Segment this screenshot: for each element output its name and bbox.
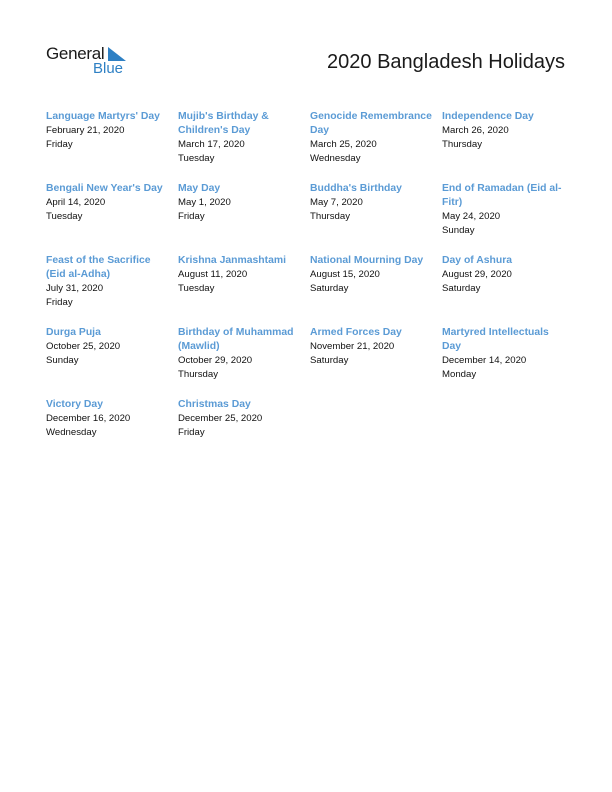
holiday-weekday: Tuesday [178,153,215,164]
holiday-item [46,326,178,390]
holiday-date: August 11, 2020 [178,269,248,280]
logo-blue-text: Blue [93,60,124,77]
holiday-date: May 1, 2020 [178,197,231,208]
holiday-item [310,110,442,174]
holiday-name: Durga Puja [46,327,101,338]
holiday-date: August 15, 2020 [310,269,380,280]
holiday-item [310,254,442,318]
holiday-name: End of Ramadan (Eid al-Fitr) [442,183,562,208]
holiday-weekday: Thursday [310,211,350,222]
holiday-date: October 29, 2020 [178,355,253,366]
holiday-weekday: Tuesday [178,283,215,294]
page-title: 2020 Bangladesh Holidays [327,51,565,73]
holiday-weekday: Saturday [442,283,481,294]
holiday-date: May 7, 2020 [310,197,363,208]
holiday-weekday: Friday [178,427,205,438]
holiday-name: May Day [178,183,221,194]
logo [46,44,136,78]
holiday-weekday: Thursday [178,369,218,380]
holiday-weekday: Tuesday [46,211,83,222]
holiday-date: February 21, 2020 [46,125,125,136]
holiday-weekday: Saturday [310,283,349,294]
holiday-date: December 16, 2020 [46,413,131,424]
holiday-date: March 17, 2020 [178,139,245,150]
holiday-date: April 14, 2020 [46,197,106,208]
holiday-item [442,254,574,318]
holiday-date: October 25, 2020 [46,341,121,352]
holiday-name: Christmas Day [178,399,251,410]
holiday-date: December 14, 2020 [442,355,527,366]
logo-flag-icon [108,47,126,61]
holiday-name: Martyred Intellectuals Day [442,327,549,352]
holiday-weekday: Sunday [442,225,475,236]
holiday-date: March 25, 2020 [310,139,377,150]
holiday-item [442,110,574,174]
holiday-weekday: Thursday [442,139,482,150]
holiday-date: March 26, 2020 [442,125,509,136]
holiday-name: Buddha's Birthday [310,183,402,194]
holiday-name: Genocide Remembrance Day [310,111,432,136]
holiday-item [442,326,574,390]
holiday-name: Bengali New Year's Day [46,183,163,194]
holiday-weekday: Friday [46,297,73,308]
holiday-name: National Mourning Day [310,255,424,266]
holiday-grid [46,110,576,462]
holiday-item [310,182,442,246]
holiday-name: Feast of the Sacrifice (Eid al-Adha) [46,255,151,280]
holiday-date: August 29, 2020 [442,269,512,280]
holiday-date: November 21, 2020 [310,341,395,352]
holiday-date: May 24, 2020 [442,211,501,222]
holiday-name: Day of Ashura [442,255,513,266]
holiday-weekday: Saturday [310,355,349,366]
holiday-item [178,110,310,174]
holiday-weekday: Sunday [46,355,79,366]
holiday-item [46,182,178,246]
holiday-item [178,398,310,462]
holiday-item [178,326,310,390]
holiday-weekday: Monday [442,369,477,380]
holiday-weekday: Wednesday [46,427,97,438]
holiday-weekday: Friday [178,211,205,222]
holiday-date: December 25, 2020 [178,413,263,424]
holiday-item [46,254,178,318]
holiday-item [178,254,310,318]
holiday-item [442,182,574,246]
holiday-name: Victory Day [46,399,103,410]
holiday-item [46,398,178,462]
holiday-date: July 31, 2020 [46,283,104,294]
holiday-name: Birthday of Muhammad (Mawlid) [178,327,294,352]
holiday-name: Language Martyrs' Day [46,111,160,122]
holiday-item [310,326,442,390]
holiday-name: Mujib's Birthday & Children's Day [178,111,269,136]
holiday-name: Armed Forces Day [310,327,402,338]
holiday-weekday: Wednesday [310,153,361,164]
holiday-weekday: Friday [46,139,73,150]
holiday-name: Independence Day [442,111,534,122]
holiday-item [178,182,310,246]
holiday-name: Krishna Janmashtami [178,255,286,266]
logo-general-text: General [46,44,105,63]
holiday-item [46,110,178,174]
